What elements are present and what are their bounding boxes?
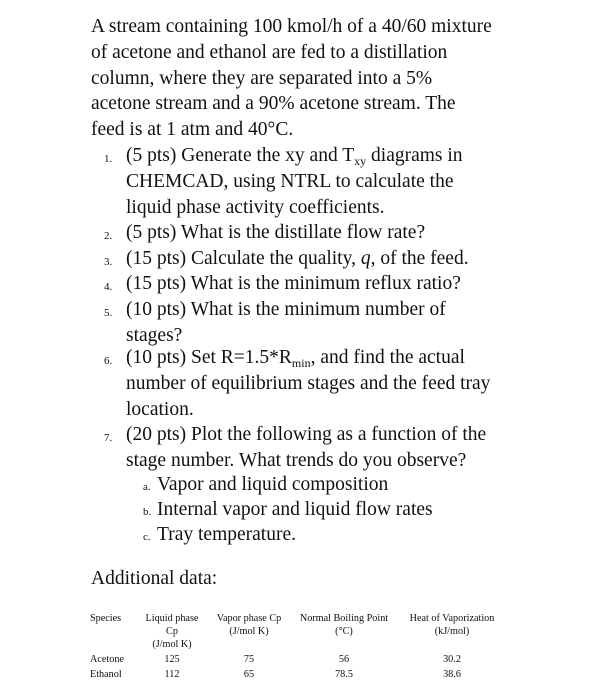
cell-boiling-point: 78.5 <box>335 669 353 680</box>
question-line: (5 pts) What is the distillate flow rate? <box>126 222 426 243</box>
intro-line: A stream containing 100 kmol/h of a 40/60 mixture <box>91 16 492 37</box>
question-line: (10 pts) What is the minimum number of <box>126 299 446 320</box>
sub-item-text: Vapor and liquid composition <box>157 474 389 495</box>
question-line: (20 pts) Plot the following as a function of the <box>126 424 487 445</box>
header-heat-vaporization <box>394 612 510 651</box>
question-text: diagrams in <box>366 145 463 166</box>
question-number: 7. <box>104 432 113 444</box>
header-text: Normal Boiling Point <box>299 613 389 624</box>
question-number: 5. <box>104 307 113 319</box>
sub-item-letter: b. <box>143 506 152 518</box>
properties-table <box>90 612 510 681</box>
question-text: (15 pts) Calculate the quality, <box>126 248 361 269</box>
variable-q: q <box>360 248 371 269</box>
header-text: (°C) <box>335 626 353 637</box>
header-vapor-cp <box>204 612 294 651</box>
sub-item-text: Tray temperature. <box>157 524 296 545</box>
cell-species: Acetone <box>90 654 124 665</box>
table-header-row <box>90 612 510 651</box>
table-row <box>90 666 510 681</box>
header-liquid-cp <box>140 612 204 651</box>
header-text: Cp <box>166 626 178 637</box>
sub-item-text: Internal vapor and liquid flow rates <box>157 499 433 520</box>
question-line <box>126 246 469 272</box>
subscript: min <box>291 356 311 370</box>
question-text: , of the feed. <box>370 248 469 269</box>
sub-item-letter: c. <box>143 531 151 543</box>
additional-data-heading: Additional data: <box>91 568 218 589</box>
question-number: 3. <box>104 256 113 268</box>
cell-vapor-cp: 65 <box>243 669 255 680</box>
cell-liquid-cp: 112 <box>164 669 180 680</box>
question-line: number of equilibrium stages and the feed tray <box>126 372 491 394</box>
question-line: CHEMCAD, using NTRL to calculate the <box>126 170 454 192</box>
question-number: 6. <box>104 355 113 367</box>
header-text: Liquid phase <box>145 613 199 624</box>
cell-species: Ethanol <box>90 669 122 680</box>
question-number: 2. <box>104 230 113 242</box>
question-line: stage number. What trends do you observe? <box>126 449 467 471</box>
question-number: 1. <box>104 153 113 165</box>
cell-heat-vaporization: 30.2 <box>443 654 461 665</box>
cell-boiling-point: 56 <box>338 654 350 665</box>
table-row <box>90 651 510 666</box>
header-text: Vapor phase Cp <box>216 613 282 624</box>
cell-heat-vaporization: 38.6 <box>443 669 461 680</box>
question-line: (15 pts) What is the minimum reflux ratio? <box>126 273 461 294</box>
header-boiling-point <box>294 612 394 651</box>
sub-item-c <box>143 522 296 551</box>
intro-line: acetone stream and a 90% acetone stream. The <box>91 93 456 115</box>
cell-liquid-cp: 125 <box>164 654 180 665</box>
header-text: Heat of Vaporization <box>409 613 495 624</box>
header-text: (J/mol K) <box>152 639 192 650</box>
intro-line: feed is at 1 atm and 40°C. <box>91 119 294 141</box>
question-text: (10 pts) Set R=1.5*R <box>126 347 292 368</box>
intro-line: column, where they are separated into a 5% <box>91 67 433 89</box>
intro-line: of acetone and ethanol are fed to a distillation <box>91 41 448 63</box>
subscript: xy <box>354 154 367 168</box>
problem-intro <box>91 14 561 143</box>
question-line: location. <box>126 398 194 420</box>
question-number: 4. <box>104 281 113 293</box>
sub-item-letter: a. <box>143 481 151 493</box>
question-line: stages? <box>126 324 183 346</box>
question-text: , and find the actual <box>310 347 465 368</box>
header-text: Species <box>90 613 122 624</box>
cell-vapor-cp: 75 <box>243 654 255 665</box>
question-line <box>126 345 490 371</box>
question-line <box>126 143 463 169</box>
question-line: liquid phase activity coefficients. <box>126 196 385 218</box>
header-text: (kJ/mol) <box>434 626 470 637</box>
header-text: (J/mol K) <box>229 626 269 637</box>
question-text: (5 pts) Generate the xy and T <box>126 145 355 166</box>
header-species <box>90 612 140 651</box>
